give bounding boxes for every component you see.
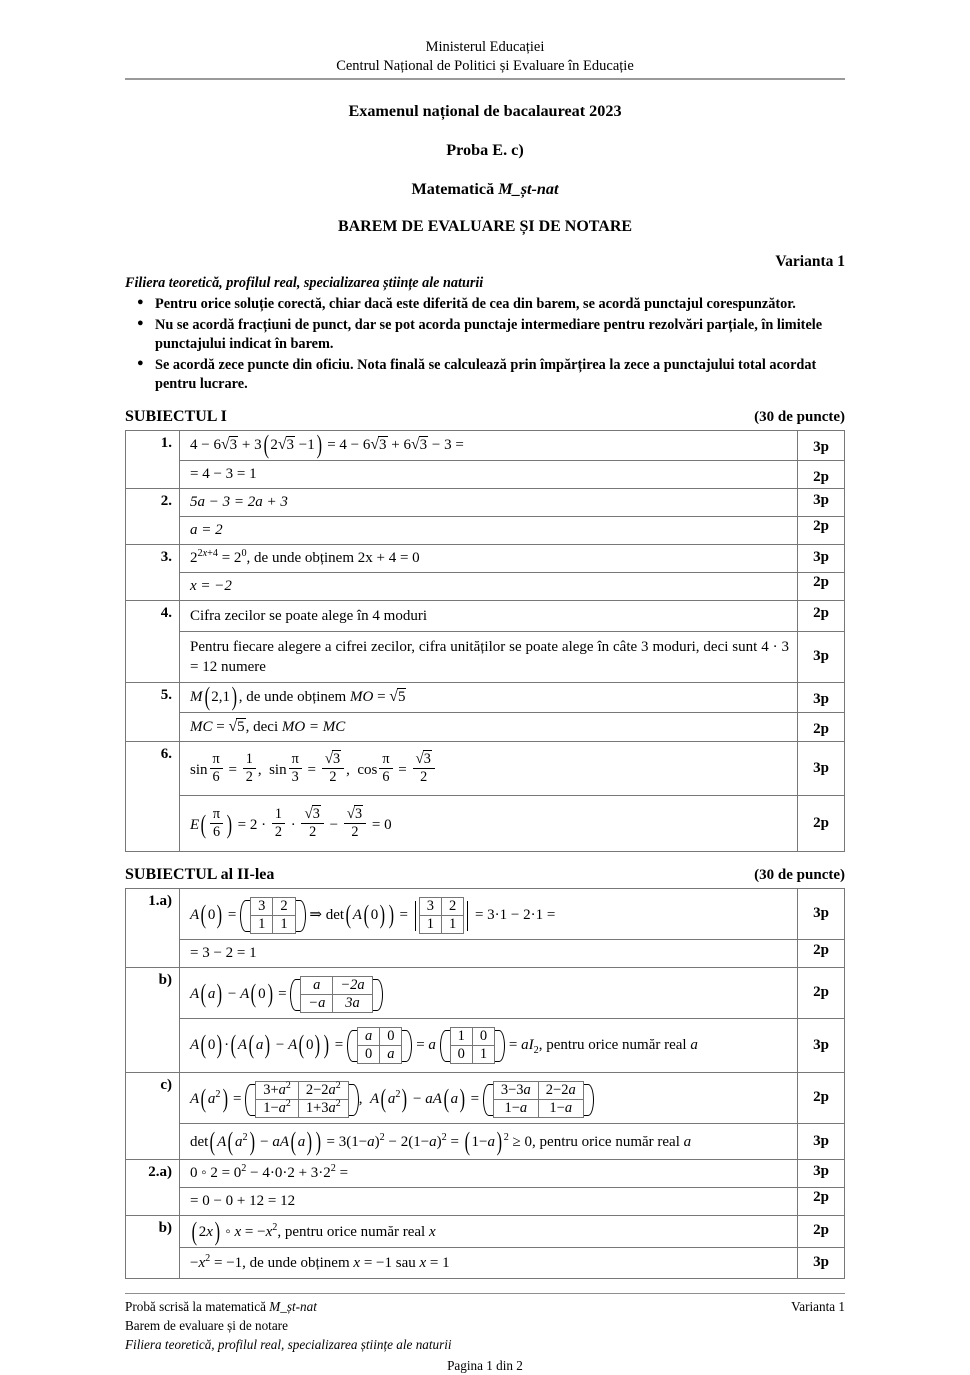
solution-text: , pentru orice număr real: [532, 1134, 680, 1151]
solution-text: a = 2: [190, 522, 223, 539]
solution-cell: [180, 940, 798, 968]
table-row: [126, 1073, 845, 1124]
points-cell: 2p: [798, 1073, 845, 1124]
solution-text: = 3 − 2 = 1: [190, 945, 257, 962]
solution-text: = 0 − 0 + 12 = 12: [190, 1193, 296, 1210]
points-cell: 3p: [798, 889, 845, 940]
proba-title: Proba E. c): [446, 141, 524, 160]
points-cell: 3p: [798, 1019, 845, 1073]
row-number: 5.: [126, 683, 180, 742]
subject-code: M_șt-nat: [498, 180, 559, 199]
subject-title: [125, 180, 845, 199]
solution-text: 5a − 3 = 2a + 3: [190, 494, 288, 511]
solution-cell: det( A( $a^2) - aA$( a) ) = $3(1-a)^2 - 2(1-a)^2$ = ( 1−a) $^2$ ≥ 0, pentru orice număr real a: [180, 1124, 798, 1160]
filiera-line: Filiera teoretică, profilul real, specializarea științe ale naturii: [125, 275, 484, 292]
bullet-icon: ●: [137, 357, 144, 370]
solution-cell: $2^{2x+4} = 2^0$, de unde obținem 2x + 4 = 0: [180, 545, 798, 573]
points-cell: 2p: [798, 940, 845, 968]
solution-cell: E( $\frac{\pi}{6}$ ) = 2 · $\frac{1}{2}$ · $\frac{√3}{2}$ − $\frac{√3}{2}$ = 0: [180, 796, 798, 852]
points-cell: 2p: [798, 517, 845, 545]
row-number: c): [126, 1073, 180, 1160]
points-cell: 3p: [798, 683, 845, 713]
table-row: [126, 796, 845, 852]
points-cell: 2p: [798, 713, 845, 742]
barem-table-subiectul-1: [125, 430, 845, 852]
solution-cell: 4 − 6√3 + 3( 2√3 −1) = 4 − 6√3 + 6√3 − 3 =: [180, 431, 798, 461]
solution-cell: Pentru fiecare alegere a cifrei zecilor, cifra unităților se poate alege în câte 3 moduri, deci sunt 4 · 3 = 12 numere: [180, 632, 798, 683]
solution-text: , de unde obținem: [238, 689, 347, 706]
variant-label: Varianta 1: [775, 253, 845, 271]
solution-text: x = −2: [190, 578, 232, 595]
table-row: [126, 601, 845, 632]
table-row: [126, 1124, 845, 1160]
section-points: (30 de puncte): [754, 867, 845, 884]
points-cell: 3p: [798, 1160, 845, 1188]
grading-notes: [125, 295, 845, 394]
points-cell: 3p: [798, 431, 845, 461]
solution-cell: A( $a^2) = 3+a^2$ $2-2a^2$ $1-a^2$ $1+3a^2$ , A( $a^2) - aA$( a) = 3−3a 2−2a 1−a 1−a: [180, 1073, 798, 1124]
table-row: [126, 742, 845, 796]
ministry-line-2: Centrul Național de Politici și Evaluare în Educație: [336, 57, 634, 74]
solution-cell: [180, 517, 798, 545]
table-row: [126, 573, 845, 601]
footer-line-1: [125, 1297, 845, 1316]
solution-text: , pentru orice număr real: [538, 1037, 687, 1054]
section-title: SUBIECTUL I: [125, 408, 227, 426]
row-number: 2.a): [126, 1160, 180, 1216]
solution-cell: [180, 573, 798, 601]
note-text: Se acordă zece puncte din oficiu. Nota finală se calculează prin împărțirea la zece a punctajului total acordat pentru lucrare.: [155, 357, 817, 393]
note-item: [125, 316, 845, 354]
table-row: [126, 545, 845, 573]
solution-text: = 4 − 3 = 1: [190, 466, 257, 483]
row-number: 6.: [126, 742, 180, 852]
table-row: [126, 1248, 845, 1279]
points-cell: 2p: [798, 1216, 845, 1248]
footer-test-label: Probă scrisă la matematică M_șt-nat: [125, 1299, 317, 1315]
row-number: 1.a): [126, 889, 180, 968]
section-points: (30 de puncte): [754, 409, 845, 426]
table-row: [126, 1019, 845, 1073]
table-row: [126, 461, 845, 489]
subject-prefix: Matematică: [411, 180, 499, 199]
table-row: [126, 1216, 845, 1248]
solution-cell: MC = √5, deci MO = MC: [180, 713, 798, 742]
bullet-icon: ●: [137, 296, 144, 309]
bullet-icon: ●: [137, 317, 144, 330]
row-number: 2.: [126, 489, 180, 545]
footer-line-3: Filiera teoretică, profilul real, specializarea științe ale naturii: [125, 1337, 452, 1353]
table-row: [126, 683, 845, 713]
points-cell: 3p: [798, 742, 845, 796]
table-row: [126, 940, 845, 968]
solution-cell: A( 0) = 3 2 1 1 ⇒ det( A( 0) ) = 3 2 1 1 = 3·1 − 2·1 =: [180, 889, 798, 940]
solution-text: , deci: [245, 719, 279, 736]
solution-cell: 0 ◦ $2 = 0^2 - 4\cdot 0\cdot 2 + 3\cdot 2^2$ =: [180, 1160, 798, 1188]
solution-cell: $-x^2 = -1$, de unde obținem x = −1 sau x = 1: [180, 1248, 798, 1279]
note-text: Pentru orice soluție corectă, chiar dacă este diferită de cea din barem, se acordă punctajul corespunzător.: [155, 296, 796, 313]
row-number: b): [126, 968, 180, 1073]
points-cell: 2p: [798, 796, 845, 852]
table-row: [126, 632, 845, 683]
solution-cell: sin $\frac{\pi}{6}$ = $\frac{1}{2}$ , sin $\frac{\pi}{3}$ = $\frac{√3}{2}$ , cos $\frac{\pi}{6}$ = $\frac{√3}{2}$: [180, 742, 798, 796]
solution-cell: Cifra zecilor se poate alege în 4 moduri: [180, 601, 798, 632]
document-page: [125, 0, 845, 1375]
points-cell: 2p: [798, 1188, 845, 1216]
institution-header: [125, 0, 845, 75]
table-row: [126, 431, 845, 461]
footer-page-number: Pagina 1 din 2: [447, 1357, 523, 1373]
row-number: 3.: [126, 545, 180, 601]
solution-cell: [180, 461, 798, 489]
table-row: [126, 889, 845, 940]
points-cell: 2p: [798, 461, 845, 489]
table-row: [126, 713, 845, 742]
row-number: 1.: [126, 431, 180, 489]
page-footer: [125, 1297, 845, 1375]
header-divider: [125, 78, 845, 80]
solution-cell: A( a) − A( 0) = a −2a −a 3a: [180, 968, 798, 1019]
table-row: [126, 517, 845, 545]
points-cell: 3p: [798, 1124, 845, 1160]
solution-text: , de unde obținem: [242, 1255, 350, 1272]
points-cell: 3p: [798, 632, 845, 683]
table-row: [126, 1160, 845, 1188]
section-heading-2: [125, 866, 845, 884]
solution-cell: ( 2x) ◦ $x = -x^2$, pentru orice număr real x: [180, 1216, 798, 1248]
exam-title: Examenul național de bacalaureat 2023: [348, 102, 622, 121]
footer-line-2: Barem de evaluare și de notare: [125, 1318, 288, 1334]
points-cell: 3p: [798, 1248, 845, 1279]
row-number: b): [126, 1216, 180, 1279]
barem-table-subiectul-2: [125, 888, 845, 1279]
note-item: [125, 356, 845, 394]
note-item: [125, 295, 845, 314]
table-row: [126, 1188, 845, 1216]
solution-text: , de unde obținem 2x + 4 = 0: [246, 550, 420, 567]
points-cell: 3p: [798, 545, 845, 573]
footer-variant: Varianta 1: [791, 1299, 845, 1315]
solution-text: , pentru orice număr real: [277, 1224, 426, 1241]
footer-divider: [125, 1293, 845, 1294]
solution-cell: M( 2,1) , de unde obținem MO = √5: [180, 683, 798, 713]
barem-title: BAREM DE EVALUARE ȘI DE NOTARE: [337, 218, 633, 236]
note-text: Nu se acordă fracțiuni de punct, dar se pot acorda punctaje intermediare pentru rezolvări parțiale, în limitele punctajului indicat în barem.: [155, 317, 823, 353]
table-row: [126, 489, 845, 517]
table-row: [126, 968, 845, 1019]
section-title: SUBIECTUL al II-lea: [125, 866, 275, 884]
ministry-line-1: Ministerul Educației: [425, 39, 545, 55]
solution-cell: [180, 1188, 798, 1216]
points-cell: 2p: [798, 968, 845, 1019]
points-cell: 2p: [798, 601, 845, 632]
row-number: 4.: [126, 601, 180, 683]
section-heading-1: [125, 408, 845, 426]
solution-cell: [180, 489, 798, 517]
points-cell: 2p: [798, 573, 845, 601]
solution-cell: A( 0) ·( A( a) − A( 0) ) = a 0 0 a = a 1 0 0 $1 = aI_2$, pentru orice număr real a: [180, 1019, 798, 1073]
points-cell: 3p: [798, 489, 845, 517]
